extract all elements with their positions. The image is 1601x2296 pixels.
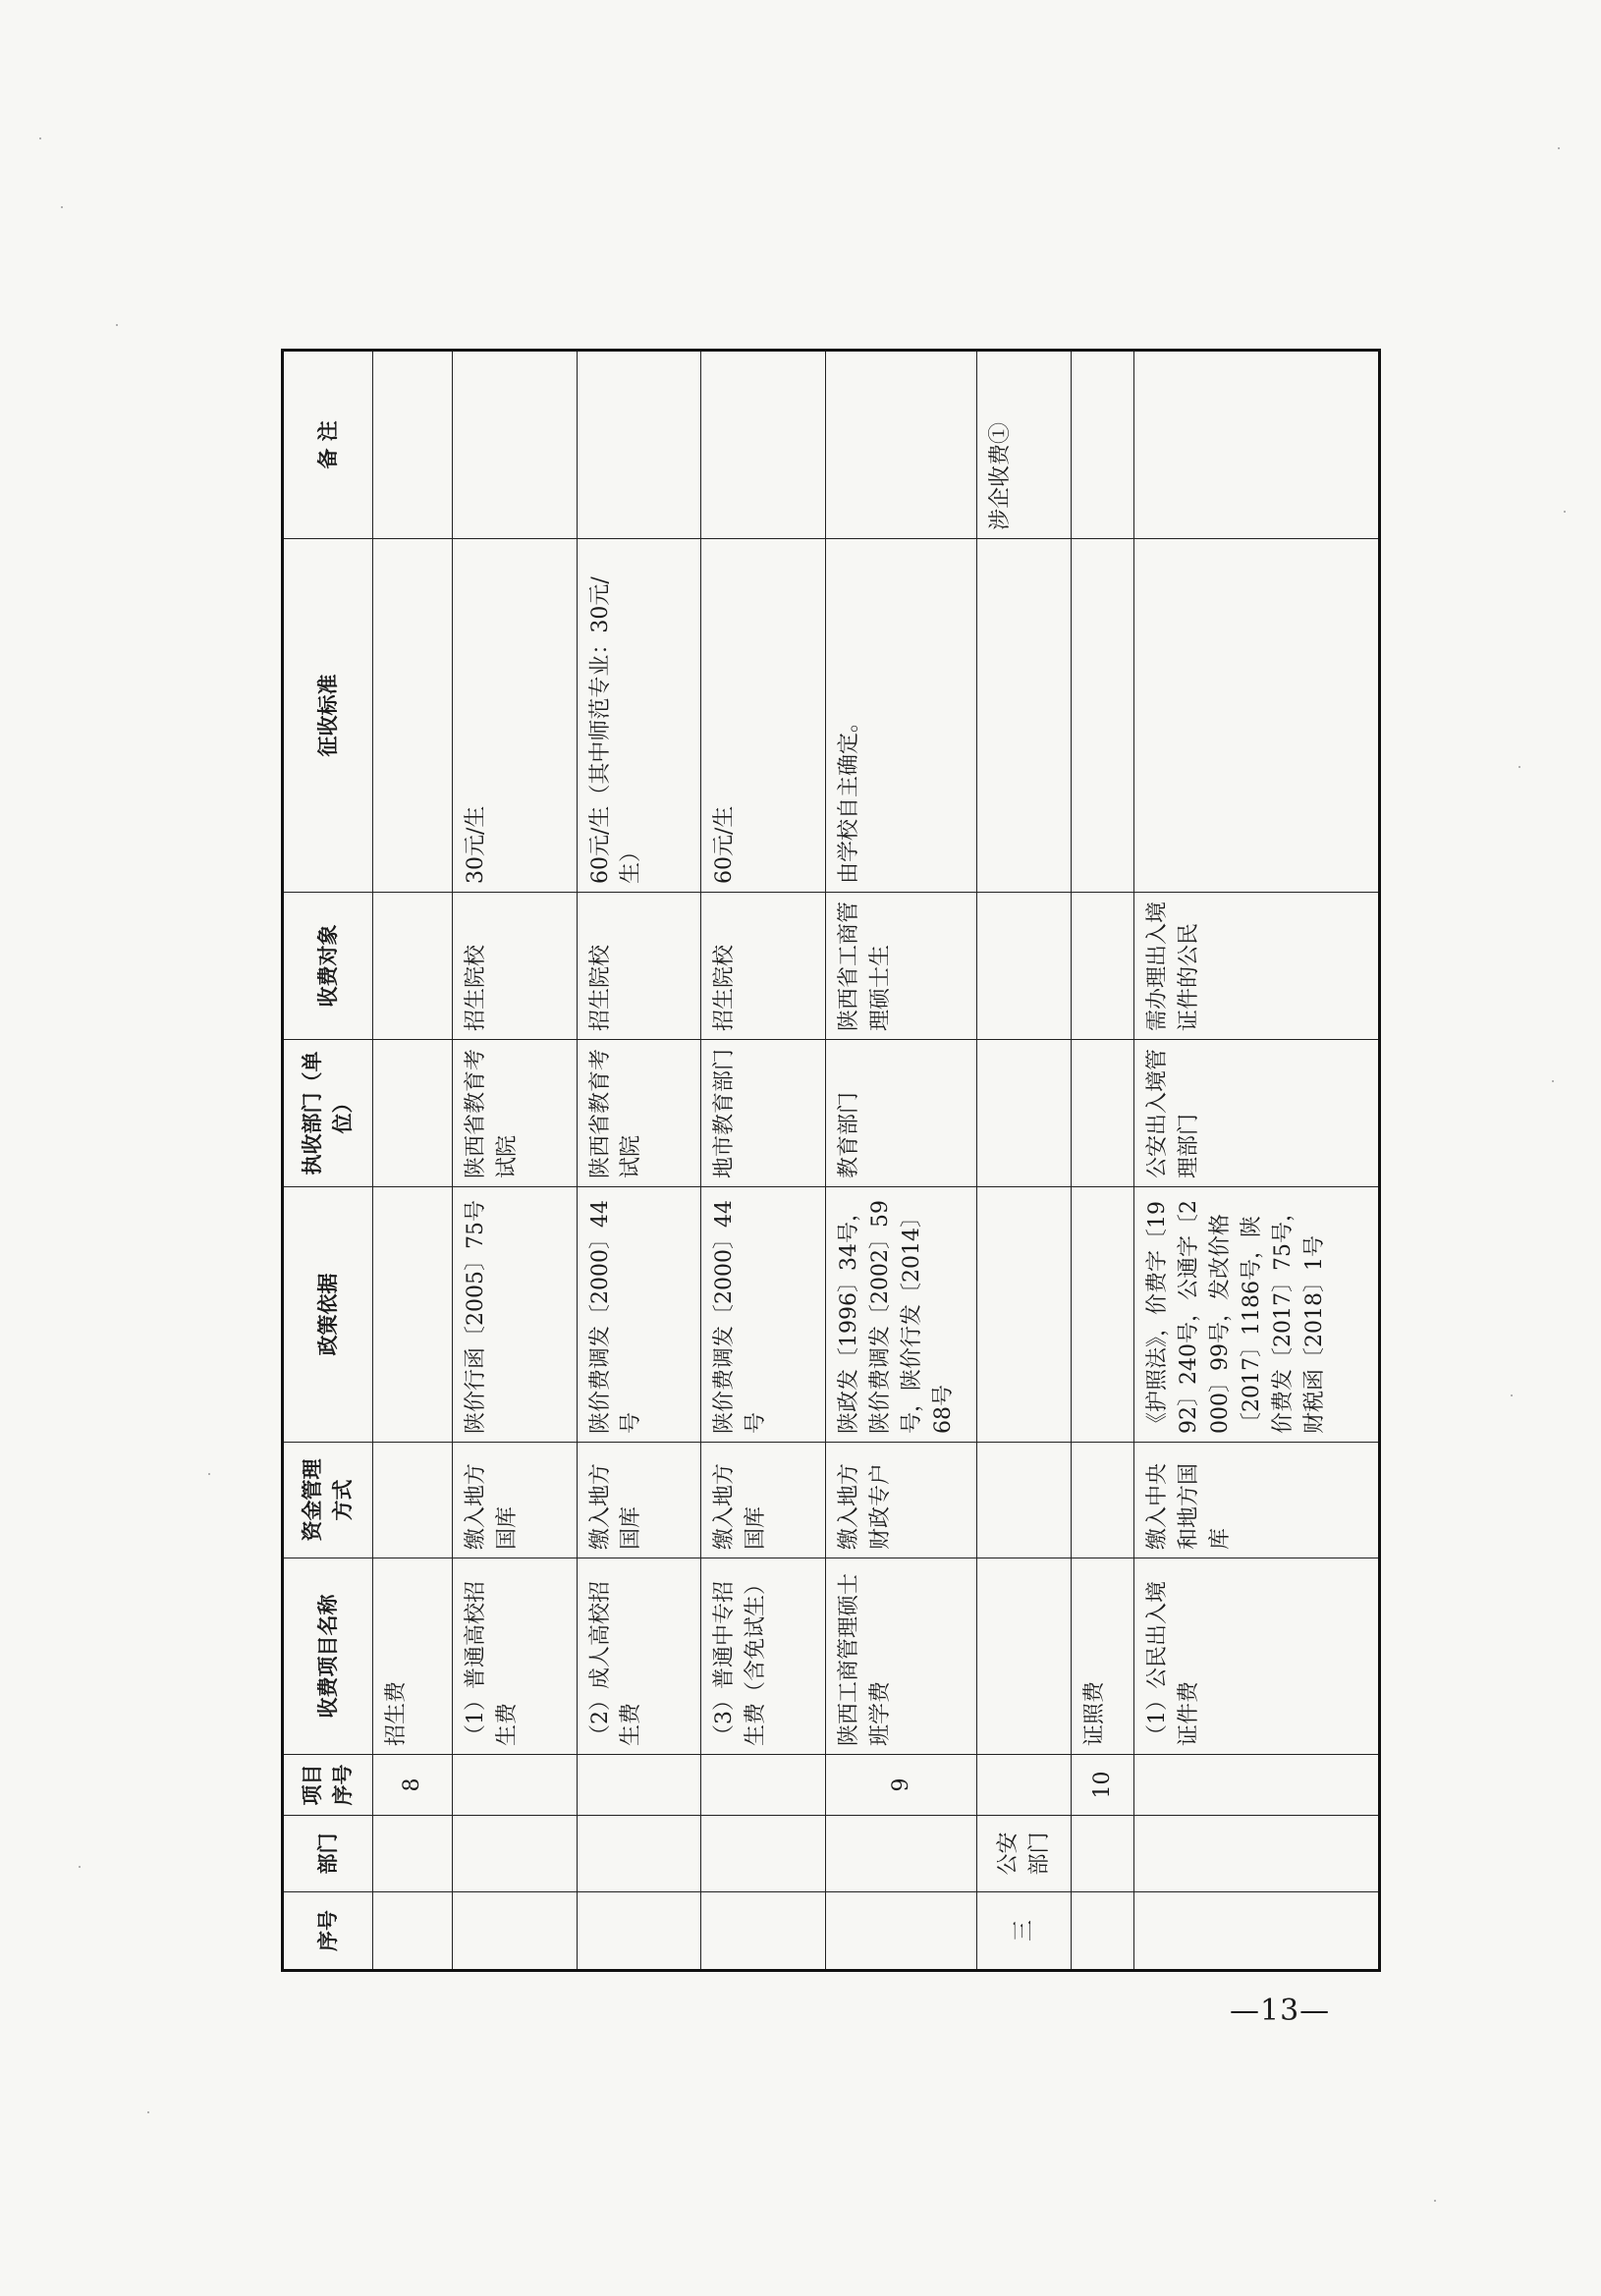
- table-row: [1134, 351, 1380, 1971]
- cell-policy: [372, 1187, 452, 1443]
- header-item-seq: 项目序号: [283, 1755, 373, 1816]
- cell-standard: 30元/生: [452, 539, 577, 893]
- cell-dept: [452, 1816, 577, 1892]
- cell-item-seq: 10: [1071, 1755, 1133, 1816]
- table-row: [826, 351, 977, 1971]
- cell-standard: 60元/生: [701, 539, 826, 893]
- cell-item-name: （1）公民出入境证件费: [1134, 1558, 1380, 1755]
- cell-item-seq: 8: [372, 1755, 452, 1816]
- cell-remark: [372, 351, 452, 539]
- cell-dept: [1134, 1816, 1380, 1892]
- cell-seq: [826, 1892, 977, 1971]
- cell-standard: [1134, 539, 1380, 893]
- cell-fund-mgmt: 缴入地方国库: [452, 1443, 577, 1558]
- cell-policy: [977, 1187, 1072, 1443]
- header-policy: 政策依据: [283, 1187, 373, 1443]
- table-row: [577, 351, 701, 1971]
- cell-remark: [452, 351, 577, 539]
- cell-item-name: 证照费: [1071, 1558, 1133, 1755]
- cell-seq: [577, 1892, 701, 1971]
- cell-item-name: （1）普通高校招生费: [452, 1558, 577, 1755]
- cell-item-seq: [577, 1755, 701, 1816]
- cell-collector: 地市教育部门: [701, 1040, 826, 1187]
- cell-policy: 陕价费调发〔2000〕44号: [701, 1187, 826, 1443]
- cell-seq: [452, 1892, 577, 1971]
- cell-dept: [826, 1816, 977, 1892]
- cell-standard: [977, 539, 1072, 893]
- cell-policy: 《护照法》，价费字〔1992〕240号，公通字〔2000〕99号，发改价格〔2017〕1186号，陕价费发〔2017〕75号，财税函〔2018〕1号: [1134, 1187, 1380, 1443]
- cell-item-seq: [701, 1755, 826, 1816]
- cell-payer: 陕西省工商管理硕士生: [826, 893, 977, 1040]
- cell-policy: 陕价行函〔2005〕75号: [452, 1187, 577, 1443]
- cell-policy: [1071, 1187, 1133, 1443]
- cell-remark: [1134, 351, 1380, 539]
- header-dept: 部门: [283, 1816, 373, 1892]
- cell-payer: 招生院校: [577, 893, 701, 1040]
- cell-collector: [1071, 1040, 1133, 1187]
- cell-standard: [372, 539, 452, 893]
- cell-payer: 招生院校: [701, 893, 826, 1040]
- header-remark: 备 注: [283, 351, 373, 539]
- cell-seq: [372, 1892, 452, 1971]
- cell-dept: [701, 1816, 826, 1892]
- cell-item-seq: [977, 1755, 1072, 1816]
- cell-seq: [1071, 1892, 1133, 1971]
- cell-remark: [701, 351, 826, 539]
- cell-payer: [977, 893, 1072, 1040]
- header-standard: 征收标准: [283, 539, 373, 893]
- cell-dept: [372, 1816, 452, 1892]
- cell-remark: [1071, 351, 1133, 539]
- cell-dept: [1071, 1816, 1133, 1892]
- header-collector: 执收部门（单位）: [283, 1040, 373, 1187]
- cell-collector: 陕西省教育考试院: [452, 1040, 577, 1187]
- cell-item-name: 招生费: [372, 1558, 452, 1755]
- cell-item-seq: [452, 1755, 577, 1816]
- page-number: —13—: [1230, 1994, 1331, 2028]
- table-row: [452, 351, 577, 1971]
- cell-seq: [701, 1892, 826, 1971]
- cell-item-name: （3）普通中专招生费（含免试生）: [701, 1558, 826, 1755]
- cell-standard: 由学校自主确定。: [826, 539, 977, 893]
- cell-fund-mgmt: [372, 1443, 452, 1558]
- table-row: [977, 351, 1072, 1971]
- table-header-row: [283, 351, 373, 1971]
- cell-fund-mgmt: [1071, 1443, 1133, 1558]
- table-row: [1071, 351, 1133, 1971]
- cell-fund-mgmt: 缴入地方财政专户: [826, 1443, 977, 1558]
- cell-collector: 公安出入境管理部门: [1134, 1040, 1380, 1187]
- cell-remark: [577, 351, 701, 539]
- cell-fund-mgmt: 缴入地方国库: [577, 1443, 701, 1558]
- cell-collector: 教育部门: [826, 1040, 977, 1187]
- cell-standard: [1071, 539, 1133, 893]
- cell-item-name: （2）成人高校招生费: [577, 1558, 701, 1755]
- header-seq: 序号: [283, 1892, 373, 1971]
- cell-collector: [372, 1040, 452, 1187]
- cell-seq: [1134, 1892, 1380, 1971]
- header-item-name: 收费项目名称: [283, 1558, 373, 1755]
- cell-item-name: 陕西工商管理硕士班学费: [826, 1558, 977, 1755]
- cell-payer: 需办理出入境证件的公民: [1134, 893, 1380, 1040]
- cell-fund-mgmt: 缴入地方国库: [701, 1443, 826, 1558]
- cell-policy: 陕价费调发〔2000〕44号: [577, 1187, 701, 1443]
- cell-fund-mgmt: [977, 1443, 1072, 1558]
- cell-item-seq: [1134, 1755, 1380, 1816]
- header-payer: 收费对象: [283, 893, 373, 1040]
- cell-policy: 陕政发〔1996〕34号，陕价费调发〔2002〕59号，陕价行发〔2014〕68号: [826, 1187, 977, 1443]
- cell-collector: [977, 1040, 1072, 1187]
- cell-dept: [577, 1816, 701, 1892]
- table-row: [372, 351, 452, 1971]
- cell-payer: [372, 893, 452, 1040]
- cell-collector: 陕西省教育考试院: [577, 1040, 701, 1187]
- fee-table: [281, 349, 1381, 1972]
- cell-item-name: [977, 1558, 1072, 1755]
- cell-fund-mgmt: 缴入中央和地方国库: [1134, 1443, 1380, 1558]
- cell-payer: 招生院校: [452, 893, 577, 1040]
- cell-seq: 三: [977, 1892, 1072, 1971]
- table-row: [701, 351, 826, 1971]
- cell-dept: 公安部门: [977, 1816, 1072, 1892]
- rotated-fee-table: [281, 352, 1381, 1972]
- cell-remark: 涉企收费①: [977, 351, 1072, 539]
- cell-payer: [1071, 893, 1133, 1040]
- header-fund-mgmt: 资金管理方式: [283, 1443, 373, 1558]
- cell-item-seq: 9: [826, 1755, 977, 1816]
- cell-remark: [826, 351, 977, 539]
- cell-standard: 60元/生（其中师范专业：30元/生）: [577, 539, 701, 893]
